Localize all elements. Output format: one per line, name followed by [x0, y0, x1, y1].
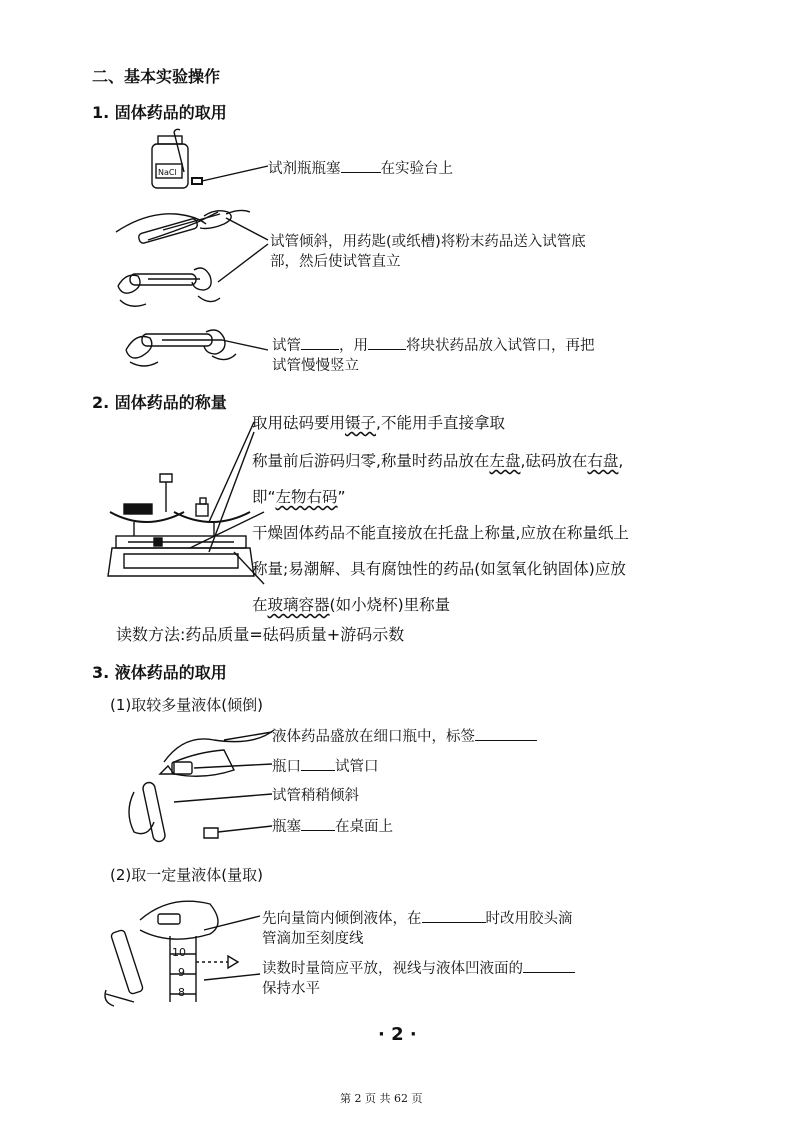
- scale-8: 8: [178, 986, 185, 999]
- scale-10: 10: [172, 946, 186, 959]
- s2-line-5: 称量;易潮解、具有腐蚀性的药品(如氢氧化钠固体)应放: [252, 560, 626, 578]
- s3-title: 3. 液体药品的取用: [92, 663, 227, 682]
- powder-loading-illustration: [108, 200, 278, 320]
- s3-annotation-stopper: 瓶塞 在桌面上: [272, 816, 393, 837]
- s1-annotation-block: 试管 ，用 将块状药品放入试管口，再把 试管慢慢竖立: [272, 335, 595, 376]
- s3-annotation-reading: 读数时量筒应平放，视线与液体凹液面的 保持水平: [262, 958, 575, 999]
- balance-illustration: [104, 412, 264, 582]
- s3-part-1-heading: (1)取较多量液体(倾倒): [110, 696, 263, 714]
- s2-reading-method: 读数方法:药品质量=砝码质量+游码示数: [116, 625, 405, 644]
- s3-annotation-tilt: 试管稍稍倾斜: [272, 788, 359, 804]
- scale-9: 9: [178, 966, 185, 979]
- page-footer: 第 2 页 共 62 页: [340, 1092, 423, 1105]
- bottle-label: NaCl: [158, 168, 177, 177]
- block-solid-illustration: [122, 322, 272, 372]
- reagent-bottle-illustration: [140, 128, 280, 194]
- s3-annotation-pour: 先向量筒内倾倒液体，在 时改用胶头滴 管滴加至刻度线: [262, 908, 573, 949]
- section-title: 二、基本实验操作: [92, 67, 221, 86]
- pouring-illustration: [104, 722, 274, 852]
- s2-line-3: 即“左物右码”: [252, 488, 346, 506]
- s2-line-4: 干燥固体药品不能直接放在托盘上称量,应放在称量纸上: [252, 524, 629, 542]
- s1-annotation-stopper: 试剂瓶瓶塞 在实验台上: [268, 158, 453, 179]
- s3-annotation-mouth: 瓶口 试管口: [272, 756, 379, 777]
- s3-annotation-label: 液体药品盛放在细口瓶中，标签: [272, 726, 537, 747]
- s2-line-6: 在玻璃容器(如小烧杯)里称量: [252, 596, 451, 614]
- s1-title: 1. 固体药品的取用: [92, 103, 227, 122]
- measuring-cylinder-illustration: [100, 890, 260, 1010]
- s2-line-2: 称量前后游码归零,称量时药品放在左盘,砝码放在右盘,: [252, 452, 624, 470]
- page-number: · 2 ·: [378, 1024, 417, 1045]
- s3-part-2-heading: (2)取一定量液体(量取): [110, 866, 263, 884]
- s2-line-1: 取用砝码要用镊子,不能用手直接拿取: [252, 414, 505, 432]
- s2-title: 2. 固体药品的称量: [92, 393, 227, 412]
- s1-annotation-powder: 试管倾斜，用药匙(或纸槽)将粉末药品送入试管底 部，然后使试管直立: [270, 234, 586, 270]
